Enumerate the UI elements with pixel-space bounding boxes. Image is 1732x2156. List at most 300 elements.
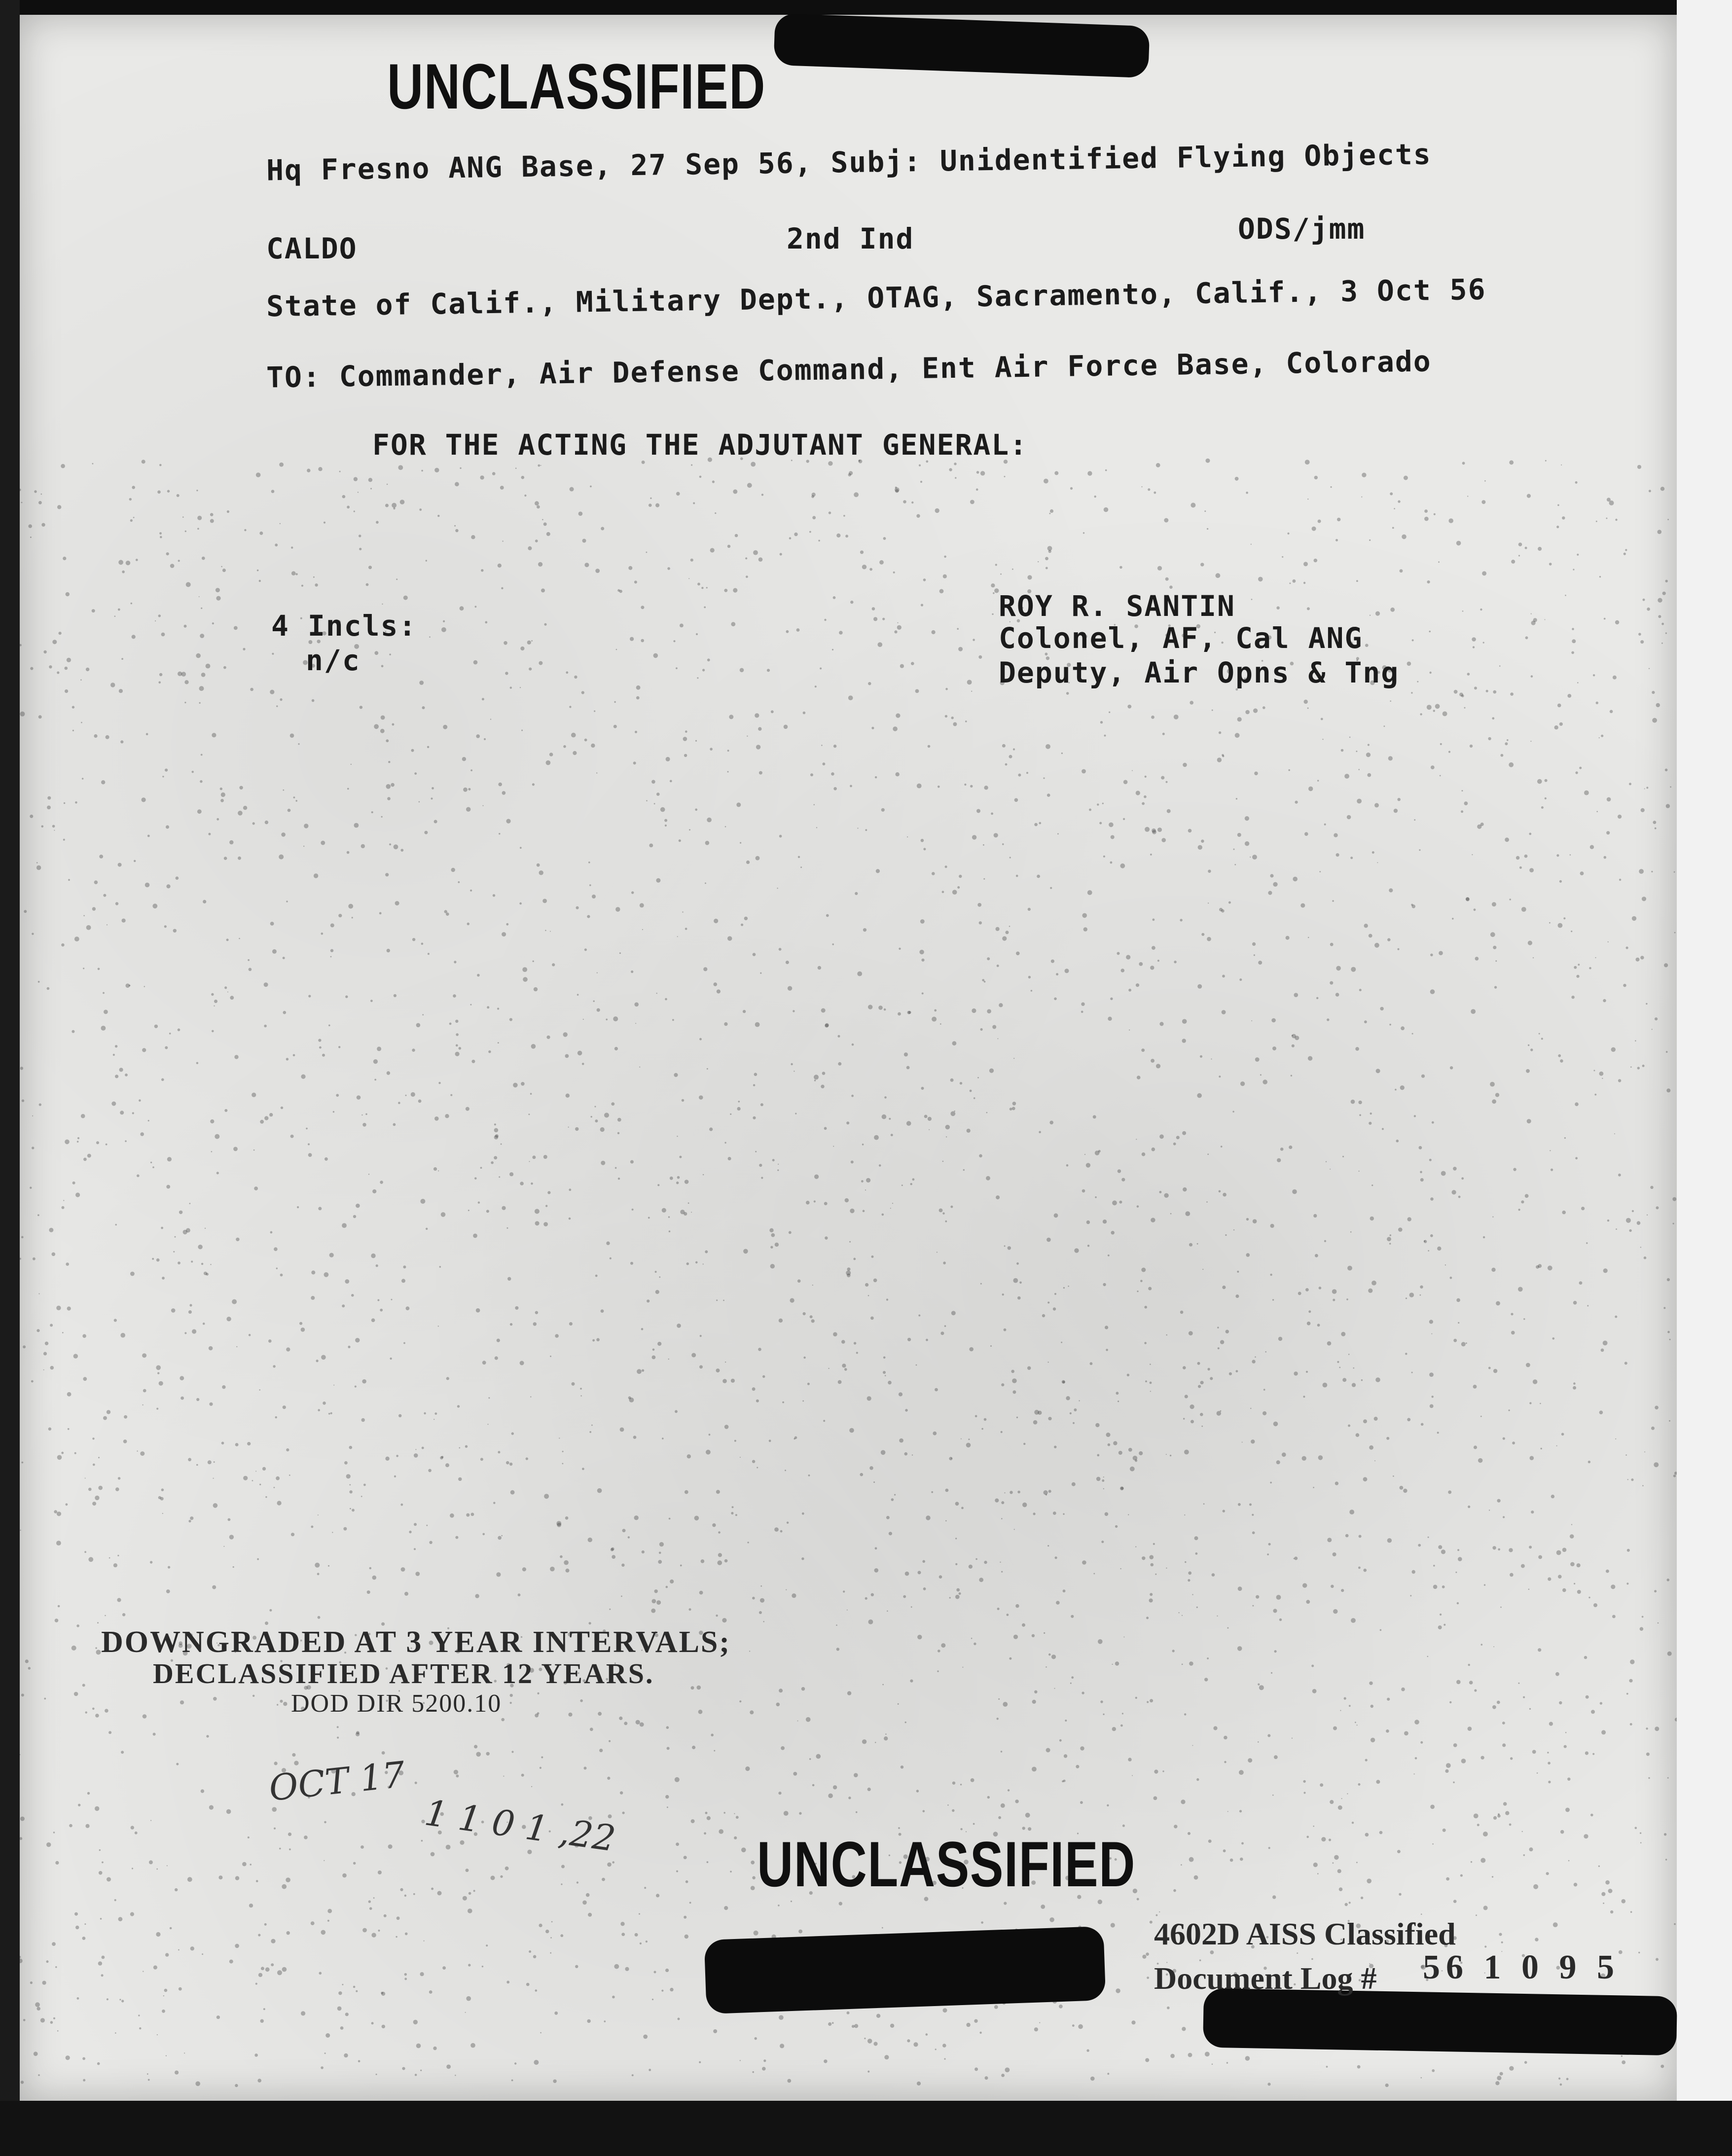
scan-speckle: [878, 642, 883, 647]
scan-speckle: [1287, 533, 1289, 535]
scan-speckle: [1273, 1422, 1278, 1427]
scan-speckle: [45, 1342, 48, 1345]
scan-speckle: [376, 1264, 378, 1267]
scan-speckle: [1554, 725, 1558, 729]
scan-speckle: [1099, 822, 1102, 825]
scan-speckle: [196, 1398, 199, 1401]
scan-speckle: [1217, 1616, 1218, 1617]
scan-speckle: [1074, 1248, 1079, 1253]
scan-speckle: [894, 1494, 896, 1496]
scan-speckle: [632, 1209, 634, 1211]
scan-speckle: [716, 1368, 720, 1372]
scan-speckle: [1349, 1509, 1354, 1514]
scan-speckle: [373, 1059, 378, 1064]
scan-speckle: [589, 1622, 591, 1624]
scan-speckle: [1326, 2066, 1328, 2068]
scan-speckle: [361, 1496, 362, 1497]
scan-speckle: [873, 2042, 877, 2046]
scan-speckle: [1390, 492, 1393, 495]
scan-speckle: [264, 1923, 267, 1926]
scan-speckle: [68, 1428, 70, 1430]
scan-speckle: [778, 1792, 781, 1795]
scan-speckle: [1497, 1701, 1500, 1704]
scan-speckle: [679, 839, 681, 842]
scan-speckle: [261, 1967, 264, 1970]
scan-speckle: [950, 1206, 953, 1208]
scan-speckle: [886, 1298, 888, 1300]
scan-speckle: [809, 1758, 811, 1760]
scan-speckle: [102, 1862, 104, 1864]
scan-speckle: [1618, 815, 1622, 819]
scan-speckle: [345, 996, 348, 998]
scan-speckle: [874, 1568, 879, 1573]
scan-speckle: [833, 596, 836, 599]
scan-speckle: [254, 2053, 258, 2057]
scan-speckle: [521, 1774, 524, 1777]
scan-speckle: [200, 780, 202, 783]
scan-speckle: [995, 1499, 999, 1503]
scan-speckle: [324, 522, 325, 524]
scan-speckle: [1610, 710, 1613, 714]
scan-speckle: [1496, 1301, 1500, 1306]
scan-speckle: [398, 1102, 400, 1104]
scan-speckle: [895, 489, 899, 493]
scan-speckle: [156, 1408, 158, 1410]
scan-speckle: [431, 1852, 435, 1857]
scan-speckle: [1090, 2077, 1095, 2081]
scan-speckle: [72, 706, 74, 708]
scan-speckle: [345, 2012, 349, 2016]
scan-speckle: [308, 1153, 312, 1157]
scan-speckle: [20, 1817, 25, 1821]
scan-speckle: [839, 1902, 842, 1905]
scan-speckle: [1475, 957, 1479, 961]
scan-speckle: [635, 1933, 638, 1937]
scan-speckle: [958, 647, 963, 651]
scan-speckle: [1365, 1759, 1368, 1761]
scan-speckle: [658, 1560, 662, 1564]
scan-speckle: [1078, 2024, 1083, 2029]
scan-speckle: [159, 1381, 163, 1386]
scan-speckle: [921, 959, 924, 962]
scan-speckle: [1136, 791, 1140, 795]
scan-speckle: [631, 891, 634, 894]
scan-speckle: [923, 1810, 925, 1813]
scan-speckle: [691, 1819, 695, 1823]
scan-speckle: [419, 801, 420, 803]
scan-speckle: [515, 467, 517, 469]
scan-speckle: [1331, 486, 1332, 488]
scan-speckle: [604, 2020, 606, 2022]
scan-speckle: [1274, 1755, 1278, 1759]
scan-speckle: [953, 722, 957, 726]
scan-speckle: [118, 609, 120, 611]
scan-speckle: [676, 492, 680, 496]
scan-speckle: [1054, 1446, 1056, 1448]
scan-speckle: [635, 1023, 636, 1024]
scan-speckle: [928, 745, 931, 748]
scan-speckle: [50, 1324, 53, 1327]
scan-speckle: [1368, 744, 1370, 746]
scan-speckle: [1528, 1589, 1530, 1590]
scan-speckle: [1491, 1268, 1495, 1272]
scan-speckle: [1001, 1383, 1004, 1386]
scan-speckle: [202, 1953, 203, 1955]
scan-speckle: [1374, 1460, 1375, 1461]
scan-speckle: [347, 851, 350, 854]
scan-speckle: [1484, 480, 1486, 482]
scan-speckle: [315, 1563, 320, 1568]
scan-speckle: [1316, 997, 1318, 999]
scan-speckle: [724, 1425, 729, 1429]
scan-speckle: [361, 1418, 365, 1422]
scan-speckle: [1207, 937, 1211, 941]
scan-speckle: [810, 773, 813, 776]
scan-speckle: [52, 825, 55, 828]
scan-speckle: [1575, 771, 1578, 774]
scan-speckle: [125, 1074, 128, 1077]
scan-speckle: [1641, 808, 1645, 812]
scan-speckle: [68, 879, 70, 881]
scan-speckle: [239, 786, 243, 790]
scan-speckle: [1538, 547, 1542, 551]
scan-speckle: [428, 1469, 432, 1473]
scan-speckle: [1646, 1753, 1650, 1756]
scan-speckle: [1558, 1575, 1562, 1579]
scan-speckle: [1009, 926, 1010, 927]
scan-speckle: [1518, 1287, 1523, 1292]
scan-speckle: [740, 1457, 741, 1458]
scan-speckle: [420, 1972, 424, 1976]
scan-speckle: [947, 1804, 949, 1806]
scan-speckle: [280, 698, 282, 701]
scan-speckle: [1154, 492, 1156, 494]
scan-speckle: [23, 2019, 26, 2021]
scan-speckle: [969, 1565, 973, 1569]
scan-speckle: [1025, 1813, 1030, 1818]
scan-speckle: [1480, 609, 1482, 611]
scan-speckle: [1322, 739, 1323, 740]
scan-speckle: [793, 1772, 797, 1776]
scan-speckle: [38, 2074, 40, 2076]
scan-speckle: [1337, 1869, 1341, 1873]
scan-speckle: [1313, 1487, 1314, 1488]
scan-speckle: [437, 1891, 442, 1896]
scan-speckle: [270, 922, 274, 926]
scan-speckle: [1152, 946, 1155, 950]
scan-speckle: [787, 1522, 789, 1524]
scan-speckle: [1037, 875, 1040, 878]
scan-speckle: [961, 1507, 964, 1509]
scan-speckle: [324, 1860, 325, 1861]
scan-speckle: [1002, 1294, 1004, 1295]
scan-speckle: [30, 667, 33, 670]
scan-speckle: [1537, 779, 1542, 784]
scan-speckle: [358, 492, 359, 493]
scan-speckle: [162, 1513, 163, 1514]
scan-speckle: [633, 761, 636, 764]
scan-speckle: [1605, 1880, 1610, 1885]
scan-speckle: [313, 576, 315, 578]
scan-speckle: [276, 1476, 280, 1480]
scan-speckle: [257, 570, 259, 572]
scan-speckle: [1443, 712, 1447, 717]
scan-speckle: [1115, 1661, 1119, 1665]
scan-speckle: [1524, 2061, 1527, 2064]
scan-speckle: [1307, 607, 1310, 610]
scan-speckle: [932, 1017, 937, 1022]
scan-speckle: [894, 630, 897, 633]
scan-speckle: [634, 1003, 639, 1007]
scan-speckle: [945, 688, 948, 690]
scan-speckle: [591, 1116, 592, 1117]
scan-speckle: [1315, 1254, 1318, 1258]
scan-speckle: [1509, 2066, 1514, 2071]
scan-speckle: [1306, 1371, 1308, 1373]
document-page: [20, 15, 1677, 2101]
scan-speckle: [1079, 1400, 1080, 1401]
scan-speckle: [377, 1299, 379, 1301]
scan-speckle: [92, 609, 95, 612]
scan-speckle: [1181, 1799, 1185, 1804]
scan-speckle: [409, 1531, 411, 1533]
scan-speckle: [1056, 1601, 1060, 1605]
scan-speckle: [382, 604, 383, 605]
scan-speckle: [176, 1763, 179, 1765]
scan-speckle: [1637, 1067, 1640, 1069]
scan-speckle: [1027, 1366, 1031, 1370]
scan-speckle: [1387, 1538, 1392, 1543]
scan-speckle: [1083, 532, 1084, 534]
scan-speckle: [951, 1311, 956, 1315]
scan-speckle: [197, 809, 202, 814]
scan-speckle: [769, 1228, 773, 1232]
scan-speckle: [1538, 1648, 1541, 1652]
scan-speckle: [1548, 1762, 1551, 1765]
scan-speckle: [395, 901, 399, 905]
scan-speckle: [1490, 932, 1495, 937]
scan-speckle: [994, 833, 998, 837]
scan-speckle: [144, 986, 145, 987]
scan-speckle: [865, 1283, 868, 1287]
scan-speckle: [889, 1118, 891, 1120]
header-office: CALDO: [266, 232, 358, 265]
scan-speckle: [1610, 1910, 1613, 1913]
scan-speckle: [541, 588, 545, 592]
scan-speckle: [1524, 855, 1528, 858]
scan-speckle: [922, 1560, 925, 1563]
scan-speckle: [1329, 1838, 1331, 1841]
scan-speckle: [978, 655, 982, 659]
scan-speckle: [1207, 1153, 1209, 1155]
scan-speckle: [1664, 1833, 1666, 1835]
scan-speckle: [370, 488, 372, 489]
scan-speckle: [120, 1111, 124, 1114]
scan-speckle: [746, 575, 748, 578]
scan-speckle: [101, 1026, 106, 1031]
scan-speckle: [1488, 1367, 1491, 1369]
scan-speckle: [1280, 1148, 1284, 1151]
scan-speckle: [1072, 1482, 1076, 1486]
scan-speckle: [188, 1458, 191, 1461]
scan-speckle: [289, 1474, 290, 1476]
scan-speckle: [1412, 1033, 1413, 1035]
scan-speckle: [1456, 541, 1461, 546]
scan-speckle: [463, 788, 468, 792]
scan-speckle: [1650, 1186, 1653, 1189]
scan-speckle: [1009, 1657, 1011, 1660]
scan-speckle: [434, 820, 437, 824]
scan-speckle: [863, 1210, 865, 1212]
scan-speckle: [879, 560, 884, 565]
scan-speckle: [565, 1054, 569, 1058]
scan-speckle: [21, 1693, 24, 1696]
scan-speckle: [1401, 1688, 1405, 1691]
scan-speckle: [363, 1484, 366, 1486]
scan-speckle: [424, 1940, 425, 1941]
scan-speckle: [506, 923, 508, 926]
scan-speckle: [583, 1019, 584, 1020]
scan-speckle: [649, 844, 653, 848]
scan-speckle: [1445, 1769, 1448, 1773]
scan-speckle: [566, 1094, 570, 1098]
scan-speckle: [1529, 1708, 1531, 1710]
scan-speckle: [100, 1918, 102, 1920]
scan-speckle: [794, 533, 797, 536]
scan-speckle: [814, 1175, 819, 1179]
scan-speckle: [1430, 1805, 1435, 1809]
scan-speckle: [1598, 1866, 1600, 1867]
scan-speckle: [63, 839, 65, 841]
scan-speckle: [1252, 1531, 1255, 1534]
scan-speckle: [1434, 513, 1436, 515]
scan-speckle: [501, 587, 503, 589]
scan-speckle: [811, 1319, 815, 1323]
scan-speckle: [1588, 1461, 1590, 1463]
scan-speckle: [24, 910, 27, 913]
scan-speckle: [405, 1095, 407, 1096]
scan-speckle: [470, 1004, 471, 1006]
scan-speckle: [1507, 739, 1509, 741]
scan-speckle: [1004, 1902, 1007, 1905]
scan-speckle: [113, 1563, 117, 1567]
scan-speckle: [119, 1999, 121, 2000]
scan-speckle: [1555, 1672, 1559, 1676]
scan-speckle: [501, 1535, 503, 1537]
scan-speckle: [664, 819, 667, 822]
scan-speckle: [826, 914, 829, 917]
scan-speckle: [1624, 553, 1626, 555]
scan-speckle: [1658, 1622, 1659, 1624]
scan-speckle: [740, 2060, 741, 2061]
scan-speckle: [904, 1452, 908, 1456]
scan-speckle: [770, 1264, 775, 1268]
scan-speckle: [205, 1228, 206, 1229]
scan-speckle: [942, 1212, 944, 1214]
scan-speckle: [46, 1842, 51, 1847]
scan-speckle: [1239, 1770, 1244, 1775]
scan-speckle: [311, 1526, 313, 1528]
scan-speckle: [1596, 702, 1598, 704]
scan-speckle: [396, 1936, 397, 1938]
scan-speckle: [412, 938, 415, 941]
scan-speckle: [677, 1136, 678, 1137]
scan-speckle: [640, 903, 644, 907]
scan-speckle: [494, 1135, 499, 1140]
scan-speckle: [528, 546, 532, 550]
scan-speckle: [1653, 821, 1657, 824]
scan-speckle: [994, 2005, 998, 2009]
scan-speckle: [376, 521, 379, 524]
scan-speckle: [606, 1241, 610, 1245]
scan-speckle: [568, 1127, 569, 1128]
scan-speckle: [762, 1375, 765, 1378]
scan-speckle: [1432, 1396, 1434, 1398]
scan-speckle: [854, 2024, 858, 2028]
scan-speckle: [492, 472, 496, 475]
scan-speckle: [32, 1115, 33, 1116]
scan-speckle: [20, 489, 21, 491]
scan-speckle: [1156, 463, 1160, 467]
scan-speckle: [1150, 966, 1154, 970]
scan-speckle: [992, 613, 993, 615]
scan-speckle: [218, 1875, 222, 1879]
scan-speckle: [238, 857, 241, 860]
scan-speckle: [882, 1114, 887, 1119]
scan-speckle: [286, 1877, 290, 1882]
scan-speckle: [82, 1334, 86, 1338]
scan-speckle: [1273, 882, 1277, 887]
scan-speckle: [1004, 1492, 1005, 1493]
scan-speckle: [983, 844, 984, 846]
scan-speckle: [1016, 952, 1020, 956]
scan-speckle: [816, 1754, 821, 1759]
scan-speckle: [940, 1331, 944, 1335]
scan-speckle: [952, 1782, 955, 1785]
scan-speckle: [814, 1079, 816, 1081]
scan-speckle: [1307, 1322, 1311, 1326]
scan-speckle: [327, 1909, 332, 1913]
scan-speckle: [1468, 1726, 1472, 1731]
scan-speckle: [75, 801, 77, 804]
scan-speckle: [651, 780, 655, 784]
scan-speckle: [931, 1491, 933, 1493]
scan-speckle: [539, 661, 542, 665]
scan-speckle: [87, 1792, 90, 1795]
scan-speckle: [1270, 1274, 1272, 1276]
scan-speckle: [475, 606, 477, 608]
scan-speckle: [1164, 1193, 1168, 1198]
scan-speckle: [1046, 1748, 1050, 1753]
scan-speckle: [316, 1360, 319, 1362]
scan-speckle: [1055, 1556, 1057, 1559]
scan-speckle: [1630, 1659, 1634, 1664]
scan-speckle: [308, 995, 311, 997]
scan-speckle: [595, 569, 600, 573]
scan-speckle: [293, 1054, 295, 1057]
scan-speckle: [1152, 1148, 1155, 1151]
scan-speckle: [1457, 1549, 1459, 1551]
scan-speckle: [1183, 1187, 1187, 1191]
scan-speckle: [192, 1329, 196, 1333]
scan-speckle: [1526, 1069, 1530, 1073]
scan-speckle: [884, 1096, 887, 1099]
scan-speckle: [1386, 1729, 1389, 1733]
scan-speckle: [61, 943, 64, 946]
scan-speckle: [983, 878, 985, 880]
scan-speckle: [1604, 618, 1606, 620]
scan-speckle: [1644, 1451, 1645, 1452]
